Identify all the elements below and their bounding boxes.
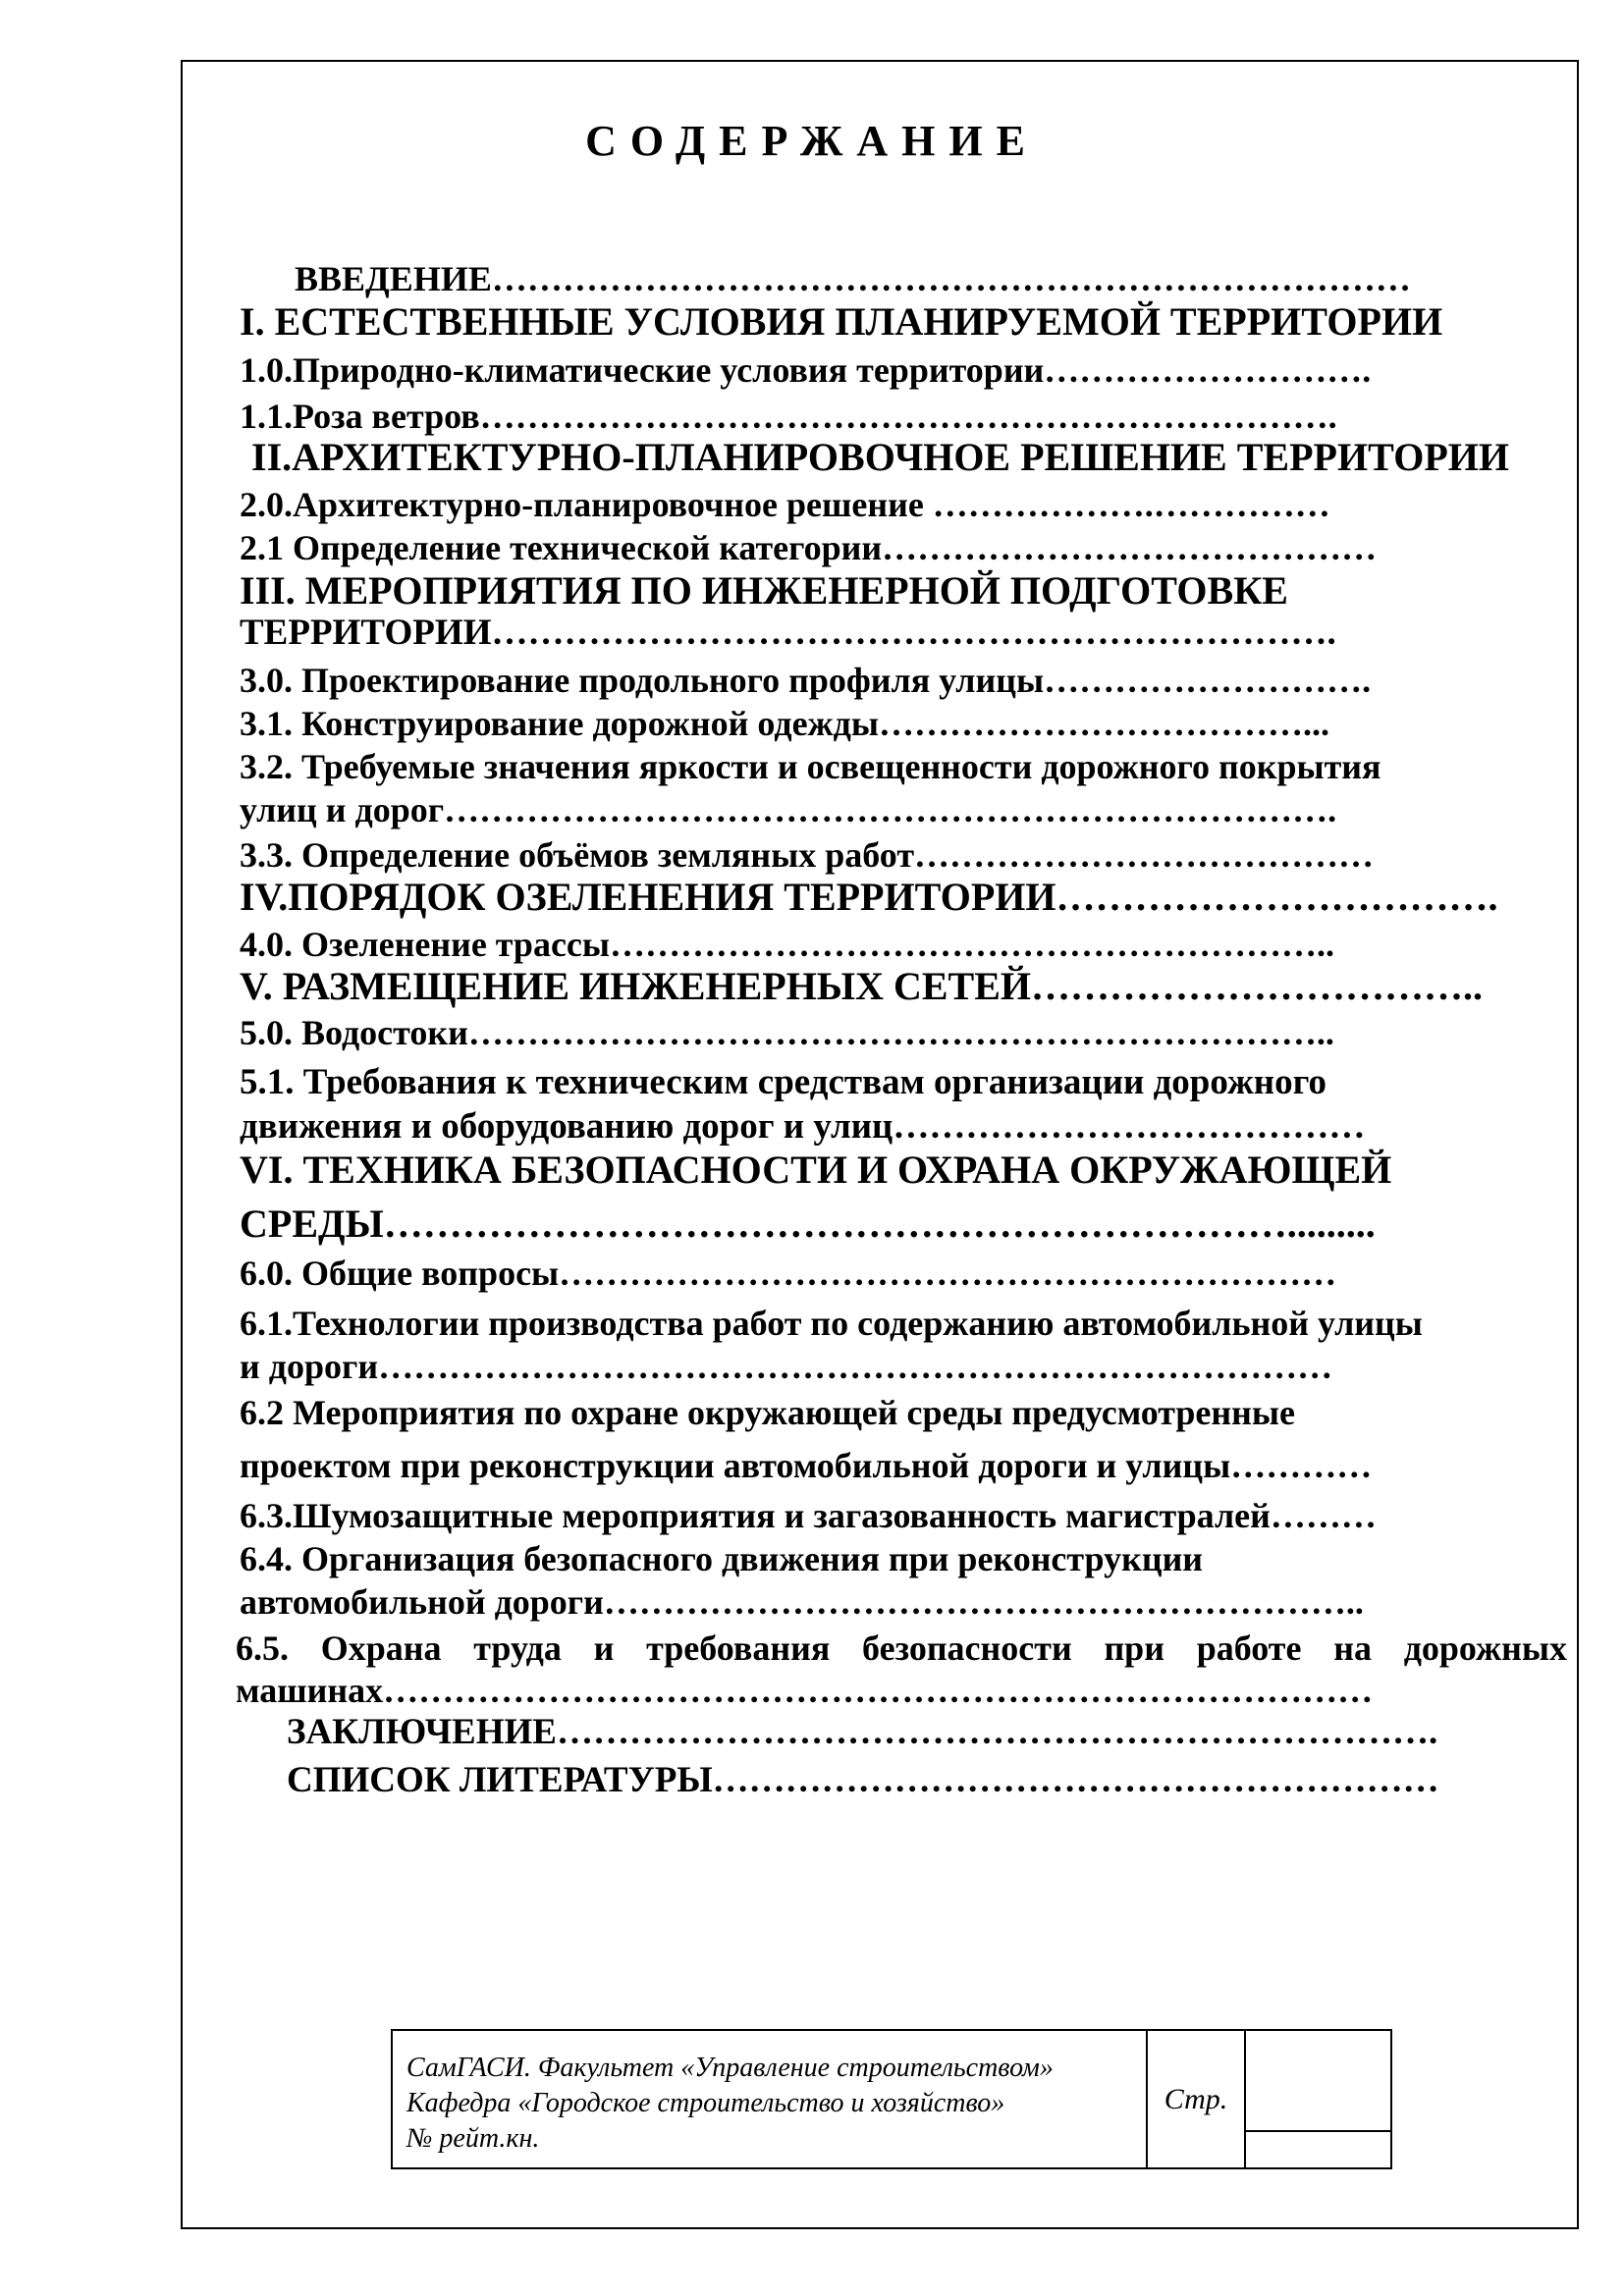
toc-item-6-5: 6.5. Охрана труда и требования безопасности при работе на дорожных (236, 1629, 1567, 1668)
toc-item-1-1: 1.1.Роза ветров………………………………………………………………. (240, 397, 1337, 436)
toc-item-6-2: 6.2 Мероприятия по охране окружающей среды предусмотренные (240, 1393, 1295, 1432)
toc-section-1: I. ЕСТЕСТВЕННЫЕ УСЛОВИЯ ПЛАНИРУЕМОЙ ТЕРРИТОРИИ (240, 299, 1443, 344)
toc-section-6: VI. ТЕХНИКА БЕЗОПАСНОСТИ И ОХРАНА ОКРУЖАЮЩЕЙ (240, 1148, 1392, 1192)
toc-item-6-4: 6.4. Организация безопасного движения при реконструкции (240, 1539, 1204, 1578)
title-block-record-number: № рейт.кн. (406, 2123, 540, 2154)
toc-item-3-0: 3.0. Проектирование продольного профиля улицы………………………. (240, 661, 1372, 700)
toc-item-2-0: 2.0.Архитектурно-планировочное решение ……………….…………… (240, 485, 1330, 524)
toc-item-3-2: 3.2. Требуемые значения яркости и освещенности дорожного покрытия (240, 747, 1381, 786)
toc-item-3-1: 3.1. Конструирование дорожной одежды………………………………... (240, 704, 1329, 743)
toc-section-4: IV.ПОРЯДОК ОЗЕЛЕНЕНИЯ ТЕРРИТОРИИ……………………………. (240, 875, 1498, 919)
toc-item-3-3: 3.3. Определение объёмов земляных работ………………………………… (240, 835, 1375, 875)
toc-section-6-continued: СРЕДЫ……………………………………………………………......... (240, 1201, 1376, 1246)
toc-item-2-1: 2.1 Определение технической категории…………………………………… (240, 528, 1378, 567)
toc-item-6-2-continued: проектом при реконструкции автомобильной дороги и улицы………… (240, 1446, 1373, 1485)
toc-conclusion: ЗАКЛЮЧЕНИЕ………………………………………………………………. (287, 1712, 1438, 1752)
toc-item-6-1: 6.1.Технологии производства работ по содержанию автомобильной улицы (240, 1304, 1423, 1343)
toc-section-3-continued: ТЕРРИТОРИИ……………………………………………………………. (240, 613, 1336, 653)
toc-item-5-1-continued: движения и оборудованию дорог и улиц………………………………… (240, 1106, 1366, 1147)
toc-section-5: V. РАЗМЕЩЕНИЕ ИНЖЕНЕРНЫХ СЕТЕЙ…………………………….. (240, 964, 1483, 1008)
document-title: СОДЕРЖАНИЕ (585, 117, 1039, 165)
toc-item-3-2-continued: улиц и дорог…………………………………………………………………. (240, 790, 1337, 829)
title-block-page-number-cell (1246, 2130, 1392, 2132)
toc-item-4-0: 4.0. Озеленение трассы…………………………………………………….. (240, 925, 1335, 964)
toc-item-6-3: 6.3.Шумозащитные мероприятия и загазованность магистралей……… (240, 1496, 1377, 1535)
toc-section-2: II.АРХИТЕКТУРНО-ПЛАНИРОВОЧНОЕ РЕШЕНИЕ ТЕРРИТОРИИ (251, 435, 1509, 479)
toc-item-6-1-continued: и дороги……………………………………………………………………… (240, 1347, 1333, 1386)
toc-section-3: III. МЕРОПРИЯТИЯ ПО ИНЖЕНЕРНОЙ ПОДГОТОВКЕ (240, 568, 1288, 613)
toc-item-6-5-continued: машинах………………………………………………………………………… (236, 1671, 1374, 1710)
title-block-department: Кафедра «Городское строительство и хозяйство» (406, 2088, 1005, 2118)
title-block-institute: СамГАСИ. Факультет «Управление строительством» (406, 2053, 1054, 2083)
toc-introduction: ВВЕДЕНИЕ…………………………………………………………………… (295, 259, 1411, 298)
toc-item-5-1: 5.1. Требования к техническим средствам организации дорожного (240, 1062, 1326, 1102)
title-block-text (406, 2051, 1123, 2157)
toc-item-6-0: 6.0. Общие вопросы………………………………………………………… (240, 1254, 1337, 1293)
toc-item-5-0: 5.0. Водостоки……………………………………………………………….. (240, 1013, 1334, 1052)
toc-item-1-0: 1.0.Природно-климатические условия территории………………………. (240, 350, 1372, 390)
title-block (391, 2029, 1392, 2169)
toc-references: СПИСОК ЛИТЕРАТУРЫ…………………………………………………… (287, 1760, 1439, 1800)
title-block-divider (1244, 2031, 1246, 2167)
title-block-page-label: Стр. (1164, 2082, 1228, 2115)
toc-item-6-4-continued: автомобильной дороги……………………………………………………….. (240, 1582, 1364, 1622)
